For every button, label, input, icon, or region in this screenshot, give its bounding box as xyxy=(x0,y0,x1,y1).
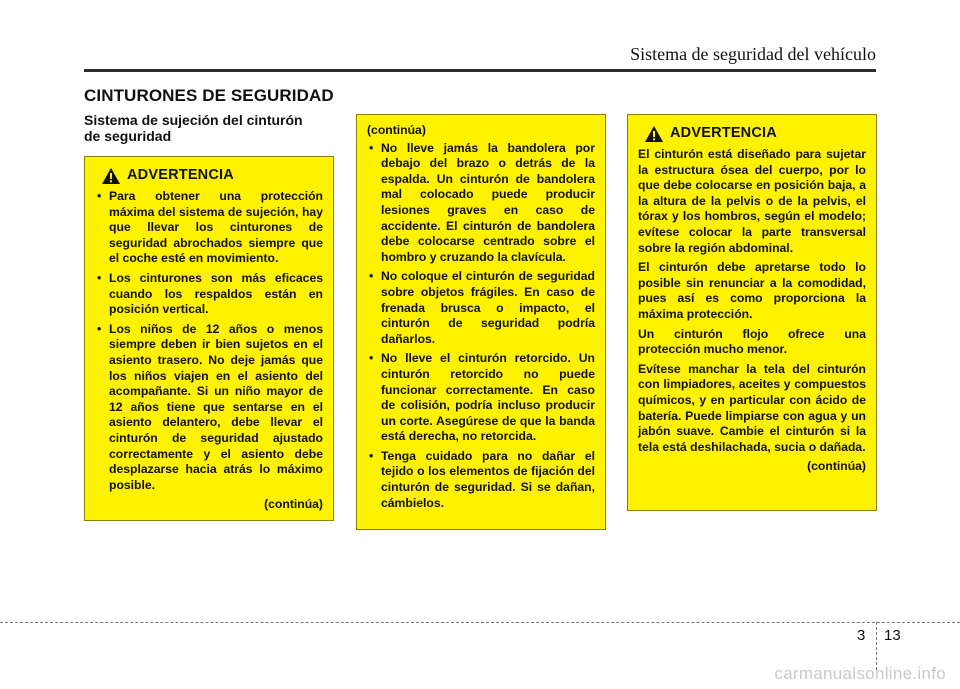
warning-header xyxy=(101,167,323,185)
footer-divider xyxy=(876,622,877,670)
list-item: • Los niños de 12 años o menos siempre deben ir bien sujetos en el asiento trasero. No deje jamás que los niños viajen en el asiento del acompañante. Si un niño mayor de 12 años tiene que sentarse en el asiento delantero, debe llevar el cinturón de seguridad ajustado correctamente y el asiento debe desplazarse hacia atrás lo máximo posible. xyxy=(95,322,323,494)
subsection-title-line1: Sistema de sujeción del cinturón xyxy=(84,112,303,128)
warning-triangle-icon xyxy=(644,125,664,143)
footer-rule xyxy=(0,622,960,623)
section-title: CINTURONES DE SEGURIDAD xyxy=(84,86,334,105)
subsection-title xyxy=(84,112,344,144)
warning-box-3 xyxy=(627,114,877,511)
list-item: • No coloque el cinturón de seguridad sobre objetos frágiles. En caso de frenada brusca o impacto, el cinturón de seguridad podría dañarlos. xyxy=(367,269,595,347)
warning-paragraph: Un cinturón flojo ofrece una protección mucho menor. xyxy=(638,326,866,357)
list-item: • Tenga cuidado para no dañar el tejido o los elementos de fijación del cinturón de seguridad. Si se dañan, cámbielos. xyxy=(367,449,595,511)
list-item: • Para obtener una protección máxima del sistema de sujeción, hay que llevar los cinturones de seguridad abrochados siempre que el coche esté en movimiento. xyxy=(95,189,323,267)
subsection-title-line2: de seguridad xyxy=(84,128,172,144)
warning-paragraph: Evítese manchar la tela del cinturón con limpiadores, aceites y compuestos químicos, y en particular con ácido de batería. Puede limpiarse con agua y un jabón suave. Cambie el cinturón si la tela está deshilachada, sucia o dañada. xyxy=(638,361,866,454)
warning-box-2 xyxy=(356,114,606,530)
warning-header xyxy=(644,125,866,143)
warning-paragraph: El cinturón está diseñado para sujetar la estructura ósea del cuerpo, por lo que debe colocarse en posición baja, a la altura de la pelvis o de la pelvis, el tórax y los hombros, según el modelo; evítese colocar la parte transversal sobre la región abdominal. xyxy=(638,147,866,255)
continued-label: (continúa) xyxy=(367,123,426,137)
list-item: • Los cinturones son más eficaces cuando los respaldos están en posición vertical. xyxy=(95,271,323,318)
watermark: carmanualsonline.info xyxy=(774,664,946,683)
warning-box-1 xyxy=(84,156,334,521)
page-number: 13 xyxy=(884,627,901,644)
continues-label: (continúa) xyxy=(807,459,866,474)
header-rule xyxy=(84,69,876,72)
page-header-title: Sistema de seguridad del vehículo xyxy=(630,44,876,64)
warning-title: ADVERTENCIA xyxy=(127,167,234,184)
warning-triangle-icon xyxy=(101,167,121,185)
warning-title: ADVERTENCIA xyxy=(670,125,777,142)
list-item: • No lleve el cinturón retorcido. Un cinturón retorcido no puede funcionar correctamente. En caso de colisión, podría incluso producir un corte. Asegúrese de que la banda está derecha, no retorcida. xyxy=(367,351,595,445)
warning-bullet-list xyxy=(367,141,595,512)
chapter-number: 3 xyxy=(857,627,866,644)
warning-bullet-list xyxy=(95,189,323,493)
continues-label: (continúa) xyxy=(264,497,323,512)
warning-paragraph: El cinturón debe apretarse todo lo posible sin renunciar a la comodidad, pues así es como proporciona la máxima protección. xyxy=(638,260,866,321)
list-item: • No lleve jamás la bandolera por debajo del brazo o detrás de la espalda. Un cinturón de bandolera mal colocado puede producir lesiones graves en caso de accidente. El cinturón de bandolera debe colocarse centrado sobre el hombro y cruzando la clavícula. xyxy=(367,141,595,266)
